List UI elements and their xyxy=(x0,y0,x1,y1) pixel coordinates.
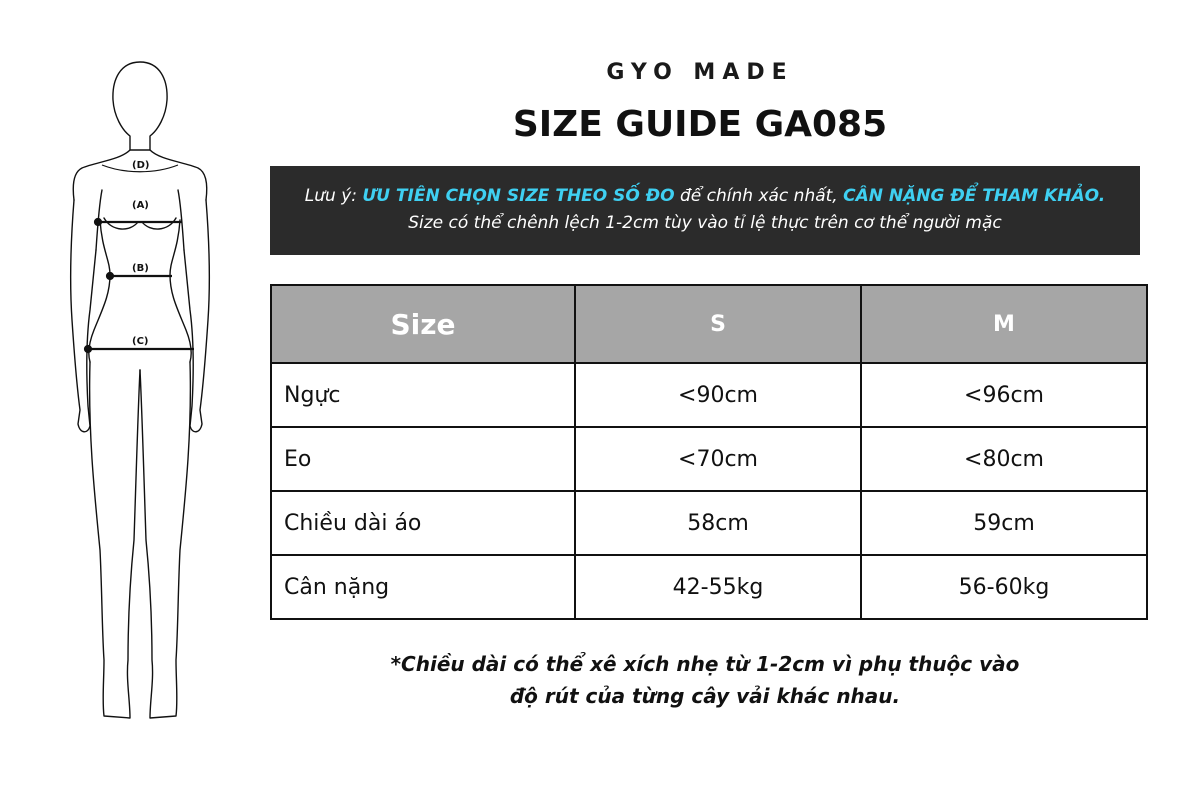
notice-highlight-measure: ƯU TIÊN CHỌN SIZE THEO SỐ ĐO xyxy=(362,186,675,206)
head-outline xyxy=(113,62,167,150)
row-value-m: <80cm xyxy=(861,427,1147,491)
brand-name: GYO MADE xyxy=(606,60,794,85)
size-table-header-row xyxy=(271,285,1147,363)
footnote-line-1: *Chiều dài có thể xê xích nhẹ từ 1-2cm vì phụ thuộc vào xyxy=(390,652,1020,676)
row-value-s: <70cm xyxy=(575,427,861,491)
body-measurement-figure xyxy=(30,50,250,740)
measure-b-label: (B) xyxy=(132,263,149,274)
notice-line-1 xyxy=(270,183,1140,210)
notice-banner xyxy=(270,166,1140,255)
row-label: Eo xyxy=(271,427,575,491)
left-leg-outline xyxy=(90,362,140,718)
notice-line-2: Size có thể chênh lệch 1-2cm tùy vào tỉ lệ thực trên cơ thể người mặc xyxy=(408,213,1002,233)
row-value-s: 58cm xyxy=(575,491,861,555)
header-s: S xyxy=(575,285,861,363)
size-table xyxy=(270,284,1148,620)
measure-a-dot xyxy=(95,219,101,225)
measure-d-label: (D) xyxy=(132,160,150,171)
measure-a-label: (A) xyxy=(132,200,149,211)
row-label: Ngực xyxy=(271,363,575,427)
row-value-m: <96cm xyxy=(861,363,1147,427)
table-row xyxy=(271,427,1147,491)
row-value-m: 59cm xyxy=(861,491,1147,555)
page-title: SIZE GUIDE GA085 xyxy=(512,104,888,145)
row-value-m: 56-60kg xyxy=(861,555,1147,619)
row-value-s: <90cm xyxy=(575,363,861,427)
header-size: Size xyxy=(271,285,575,363)
row-label: Cân nặng xyxy=(271,555,575,619)
torso-right-outline xyxy=(170,190,191,362)
footnote xyxy=(330,648,1080,712)
table-row xyxy=(271,363,1147,427)
notice-middle: để chính xác nhất, xyxy=(674,186,844,206)
bust-outline xyxy=(104,218,176,229)
footnote-line-2: độ rút của từng cây vải khác nhau. xyxy=(509,684,901,708)
row-label: Chiều dài áo xyxy=(271,491,575,555)
body-outline-illustration xyxy=(30,50,250,740)
right-arm-outline xyxy=(184,200,209,432)
notice-highlight-weight: CÂN NẶNG ĐỂ THAM KHẢO. xyxy=(843,186,1106,206)
measure-b-dot xyxy=(107,273,113,279)
measure-c-label: (C) xyxy=(132,336,149,347)
right-leg-outline xyxy=(140,362,190,718)
left-arm-outline xyxy=(71,200,96,432)
table-row xyxy=(271,555,1147,619)
table-row xyxy=(271,491,1147,555)
measure-c-dot xyxy=(85,346,91,352)
row-value-s: 42-55kg xyxy=(575,555,861,619)
header-m: M xyxy=(861,285,1147,363)
notice-prefix: Lưu ý: xyxy=(304,186,363,206)
